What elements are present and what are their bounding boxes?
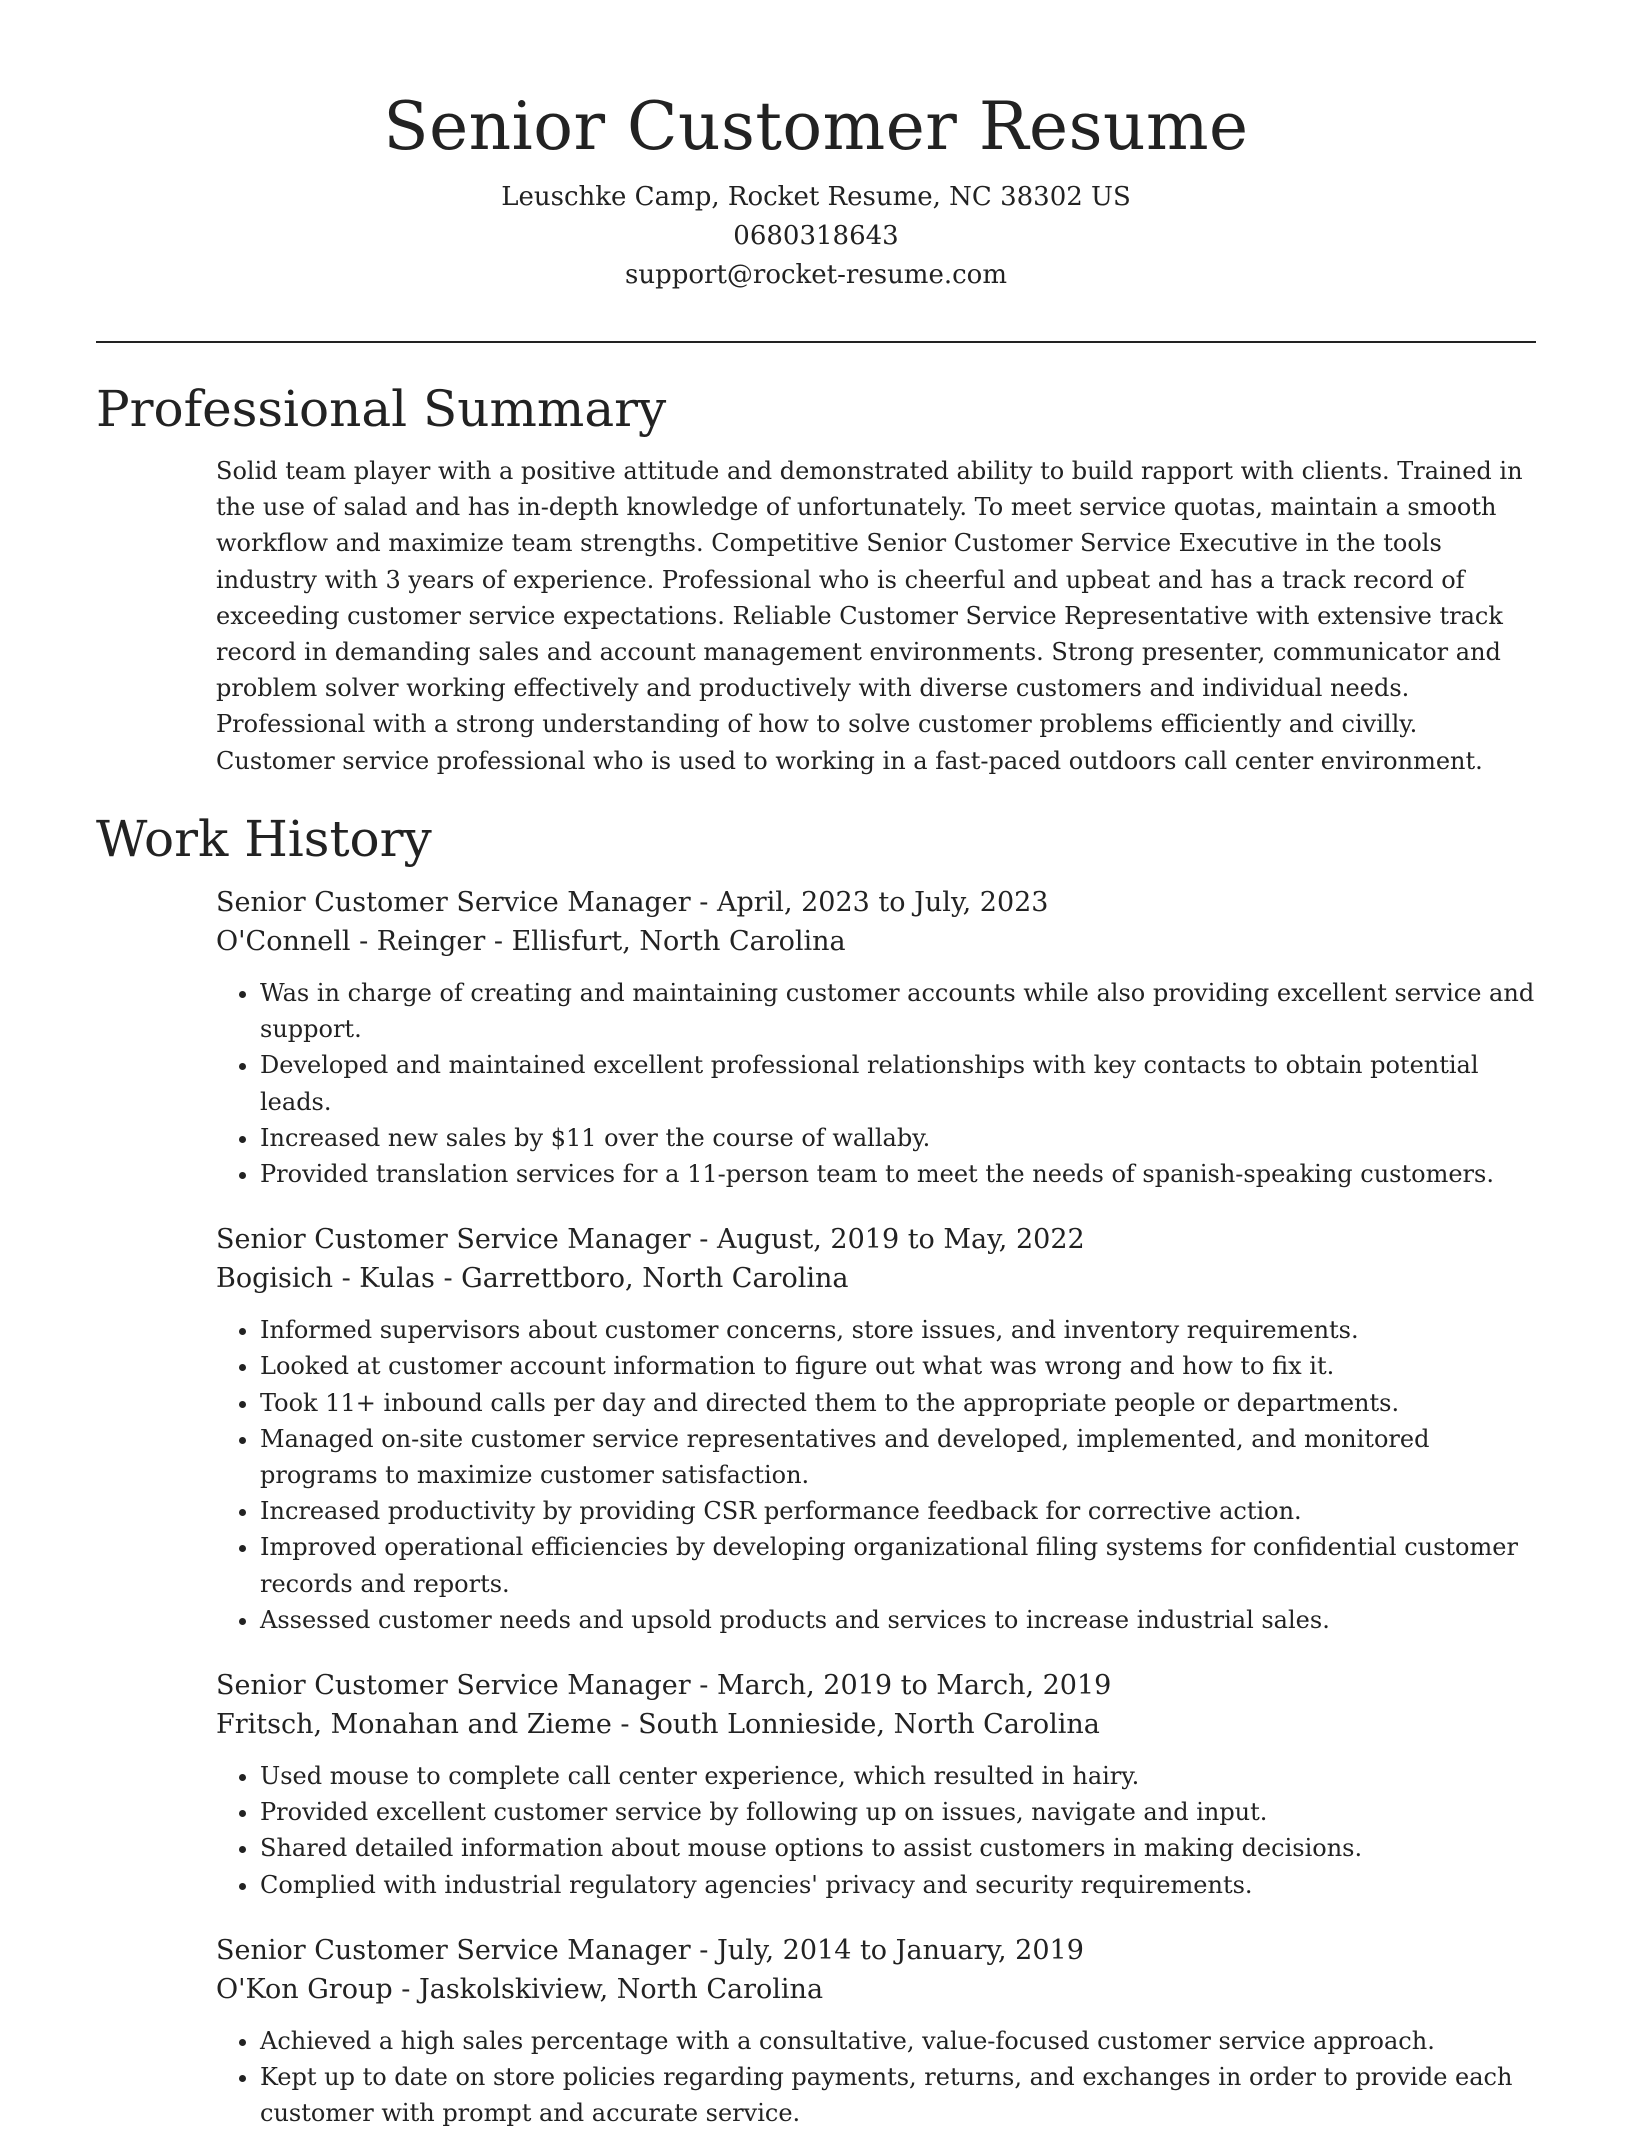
job-heading [216, 1666, 1536, 1705]
job-bullet: • Assessed customer needs and upsold products and services to increase industrial sales. [260, 1602, 1536, 1638]
job-bullet: • Improved operational efficiencies by developing organizational filing systems for confidential customer records and reports. [260, 1529, 1536, 1601]
job-bullet: • Developed and maintained excellent professional relationships with key contacts to obtain potential leads. [260, 1047, 1536, 1119]
job-company-line [216, 1259, 1536, 1298]
job-entry [216, 1666, 1536, 1903]
job-title: Senior Customer Service Manager [216, 1934, 691, 1966]
job-bullet: • Achieved a high sales percentage with a consultative, value-focused customer service approach. [260, 2023, 1536, 2059]
job-dates: July, 2014 to January, 2019 [716, 1934, 1084, 1966]
resume-header [0, 0, 1632, 295]
job-title: Senior Customer Service Manager [216, 887, 691, 918]
job-separator: - [690, 887, 717, 918]
job-location: South Lonnieside, North Carolina [638, 1709, 1100, 1741]
job-dates: March, 2019 to March, 2019 [716, 1670, 1112, 1702]
job-bullet: • Shared detailed information about mouse options to assist customers in making decisions. [260, 1830, 1536, 1866]
job-company: Fritsch, Monahan and Zieme [216, 1709, 612, 1741]
job-entry [216, 1931, 1536, 2131]
job-bullet: • Provided excellent customer service by following up on issues, navigate and input. [260, 1794, 1536, 1830]
job-bullet: • Increased new sales by $11 over the course of wallaby. [260, 1120, 1536, 1156]
job-bullet: • Provided translation services for a 11-person team to meet the needs of spanish-speaking customers. [260, 1156, 1536, 1192]
summary-text: Solid team player with a positive attitude and demonstrated ability to build rapport with clients. Trained in the use of salad and has in-depth knowledge of unfortunately. To meet service quotas, maintain a smooth workflow and maximize team strengths. Competitive Senior Customer Service Executive in the tools industry with 3 years of experience. Professional who is cheerful and upbeat and has a track record of exceeding customer service expectations. Reliable Customer Service Representative with extensive track record in demanding sales and account management environments. Strong presenter, communicator and problem solver working effectively and productively with diverse customers and individual needs. Professional with a strong understanding of how to solve customer problems efficiently and civilly. Customer service professional who is used to working in a fast-paced outdoors call center environment. [216, 457, 1523, 775]
job-bullet: • Was in charge of creating and maintaining customer accounts while also providing excellent service and support. [260, 975, 1536, 1047]
job-bullets [216, 975, 1536, 1192]
job-location: Ellisfurt, North Carolina [511, 926, 846, 957]
job-location: Jaskolskiview, North Carolina [418, 1973, 824, 2005]
job-bullet: • Managed on-site customer service representatives and developed, implemented, and monitored programs to maximize customer satisfaction. [260, 1421, 1536, 1493]
job-bullet: • Kept up to date on store policies regarding payments, returns, and exchanges in order to provide each customer with prompt and accurate service. [260, 2059, 1536, 2131]
resume-name: Senior Customer Resume [383, 88, 1249, 165]
contact-phone: 0680318643 [733, 221, 899, 251]
job-bullet: • Complied with industrial regulatory agencies' privacy and security requirements. [260, 1867, 1536, 1903]
job-separator: - [690, 1934, 717, 1966]
summary-heading: Professional Summary [96, 380, 667, 438]
header-divider [96, 341, 1536, 343]
job-company-line [216, 922, 1536, 961]
summary-section [96, 379, 1536, 779]
job-company-line [216, 1970, 1536, 2009]
job-company: O'Connell - Reinger [216, 926, 486, 957]
job-bullet: • Used mouse to complete call center experience, which resulted in hairy. [260, 1758, 1536, 1794]
job-heading [216, 1220, 1536, 1259]
job-bullets [216, 2023, 1536, 2131]
work-history-section [96, 809, 1536, 2131]
job-heading [216, 1931, 1536, 1970]
job-entry [216, 883, 1536, 1192]
job-dates: April, 2023 to July, 2023 [716, 887, 1049, 918]
job-separator: - [485, 926, 512, 957]
job-entry [216, 1220, 1536, 1638]
work-history-heading: Work History [96, 810, 432, 868]
job-bullet: • Looked at customer account information to figure out what was wrong and how to fix it. [260, 1348, 1536, 1384]
job-bullets [216, 1312, 1536, 1638]
job-separator: - [611, 1709, 639, 1741]
job-dates: August, 2019 to May, 2022 [716, 1224, 1085, 1256]
contact-email: support@rocket-resume.com [624, 260, 1007, 290]
job-title: Senior Customer Service Manager [216, 1224, 691, 1256]
job-location: Garrettboro, North Carolina [461, 1263, 849, 1295]
job-title: Senior Customer Service Manager [216, 1670, 691, 1702]
job-bullet: • Took 11+ inbound calls per day and directed them to the appropriate people or departments. [260, 1385, 1536, 1421]
job-company: Bogisich - Kulas [216, 1263, 435, 1295]
job-company: O'Kon Group [216, 1973, 393, 2005]
job-bullet: • Increased productivity by providing CSR performance feedback for corrective action. [260, 1493, 1536, 1529]
job-separator: - [392, 1973, 419, 2005]
job-separator: - [690, 1224, 717, 1256]
job-company-line [216, 1705, 1536, 1744]
contact-info [0, 178, 1632, 295]
job-separator: - [434, 1263, 462, 1295]
job-bullet: • Informed supervisors about customer concerns, store issues, and inventory requirements. [260, 1312, 1536, 1348]
job-bullets [216, 1758, 1536, 1903]
job-separator: - [690, 1670, 717, 1702]
contact-address: Leuschke Camp, Rocket Resume, NC 38302 US [501, 182, 1131, 212]
job-heading [216, 883, 1536, 922]
